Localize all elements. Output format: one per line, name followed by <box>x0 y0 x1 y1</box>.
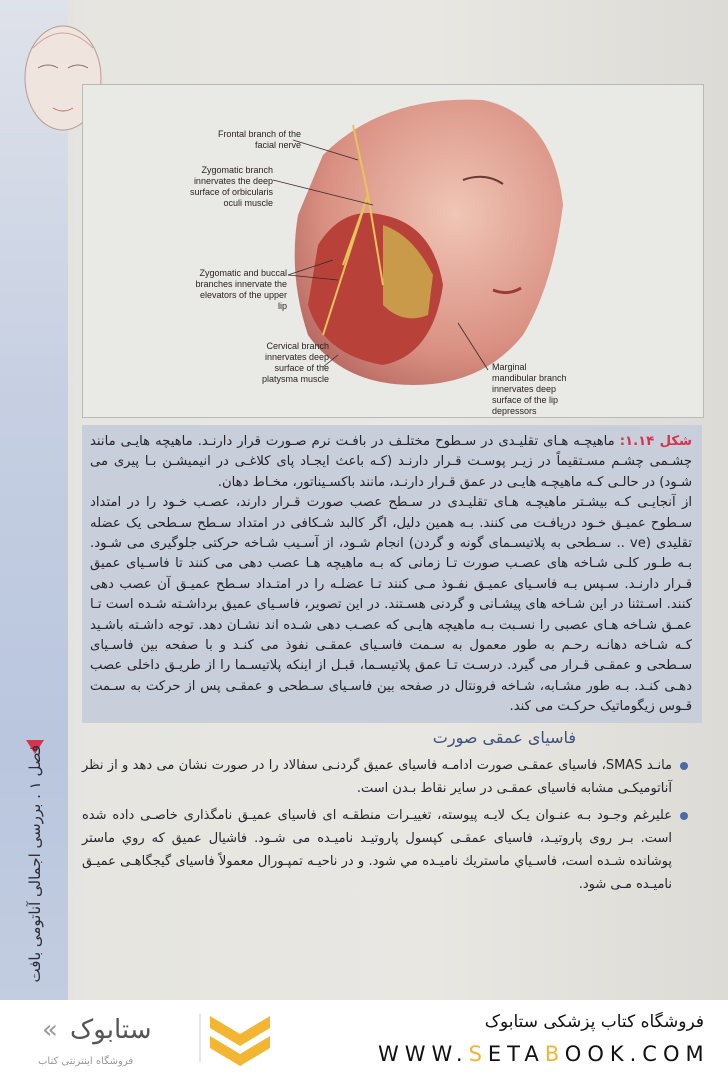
bullet-list <box>82 754 702 896</box>
chapter-tab <box>18 740 54 1000</box>
label-frontal-branch: Frontal branch of the facial nerve <box>217 129 301 150</box>
svg-text:«: « <box>42 1015 58 1045</box>
chapter-title: فصل ۱ . بررسی اجمالی آناتومی بافت <box>26 745 44 983</box>
store-footer-banner <box>0 1000 728 1080</box>
logo-text: ستابوک <box>70 1015 152 1045</box>
caption-paragraph-1: ماهیچـه هـای تقلیـدی در سـطوح مختلـف در بافـت نرم صـورت قرار دارنـد. ماهیچه هایـی مانند چشـمی چشـم مسـتقیماً در زیـر پوسـت قـرار دارنـد (کـه باعث ایجـاد پای کلاغـی در انیمیشـن بـا پیری می شـود) در حالـی کـه ماهیچـه هایـی در عمق قـرار دارنـد، مانند باکسـیناتور، مخـاط دهان. <box>90 434 692 490</box>
text-column <box>82 425 702 900</box>
bullet-icon <box>680 812 688 820</box>
list-item <box>82 804 702 896</box>
figure-caption <box>82 425 702 723</box>
label-marginal-mandibular-branch: Marginal mandibular branch innervates deep surface of the lip depressors <box>492 362 567 416</box>
store-url[interactable]: WWW.SETABOOK.COM <box>378 1042 710 1066</box>
logo-tagline: فروشگاه اینترنتی کتاب <box>38 1056 134 1067</box>
label-zygomatic-buccal-branches: Zygomatic and buccal branches innervate the elevators of the upper lip <box>195 268 287 311</box>
facial-nerve-illustration <box>83 85 703 417</box>
bullet-icon <box>680 762 688 770</box>
label-cervical-branch: Cervical branch innervates deep surface of the platysma muscle <box>261 341 329 384</box>
label-zygomatic-branch: Zygomatic branch innervates the deep surface of orbicularis oculi muscle <box>189 165 273 208</box>
section-heading: فاسیای عمقی صورت <box>432 727 576 747</box>
bullet-text: علیرغم وجـود بـه عنـوان یـک لایـه پیوسته، تغییـرات منطقـه ای فاسیای عمیـق نامگذاری خاصـی داده شده است. بـر روی پاروتیـد، فاسیای عمقـی کپسول پاروتیـد نامیـده می شـود. فاشیال عمیق که روي ماستر پوشانده شـده است، فاسـياي ماستريك ناميـده مي شود. و در ناحيـه تمپـورال معمولاً فاسیای گیجگاهـی عمیـق نامیـده مـی شود. <box>82 807 672 892</box>
anatomy-figure <box>82 84 704 418</box>
caption-paragraph-2: از آنجایـی کـه بیشـتر ماهیچـه هـای تقلیـدی در سـطح عصب صورت قـرار دارند، عصـب خـود را در امتداد سـطوح عمیـق خـود دریافـت می کنند. بـه همین دلیل، اگر کالبد شـکافی در امتداد سـطح سـطحی یک عضله تقلیدی (ve .. سـطحی به پلاتیسـمای گونه و گردن) انجام شـود، از آسـیب شـاخه حرکتی جلوگیری می شـود. بـه طـور کلـی شـاخه های عصـب صورت تـا زمانی که بـه ماهیچه هـا عصب دهی می کنند تا فاسـیای عمیق قـرار دارنـد. سـپس بـه فاسـیای عمیـق نفـوذ مـی کنند تـا عضلـه را در امتـداد سـطح عمیـق آن عصب دهی کنند. اسـتثنا در این شـاخه های پیشـانی و گردنی هسـتند. در این تصویر، فاسـیای عمیق برداشـته شـده است تـا عمـق شـاخه هـای عصبی را نسـبت بـه ماهیچه هایـی که عصـب دهی شـده اند نشـان دهد. توجه داشـته باشـید کـه شـاخه دهانـه رحـم به طور معمول به سـمت فاسـیای عمقـی نفوذ می کنـد و با صفحه بین فاسـیای سـطحی و عمقـی قـرار می گیرد. درسـت تـا عمق پلاتیسـما، قبـل از اینکه پلاتیسـما را از طریـق داخلی عصب دهـی کنـد. بـه طور مشـابه، شـاخه فرونتال در صفحه بین فاسـیای سـطحی و عمقـی پس از حرکت به سـمت قـوس زیگوماتیک حرکـت می کند. <box>90 495 692 715</box>
figure-number: شکل ۱.۱۴: <box>619 434 693 449</box>
list-item <box>82 754 702 800</box>
bullet-text: مانـد SMAS، فاسیای عمقـی صورت ادامـه فاسیای عمیق گردنـی سفالاد را در صورت نشان می دهد و از نظر آناتومیکـی مشابه فاسیای عمقـی در سایر نقاط بـدن است. <box>82 757 672 796</box>
store-name: فروشگاه کتاب پزشکی ستابوک <box>484 1012 704 1032</box>
